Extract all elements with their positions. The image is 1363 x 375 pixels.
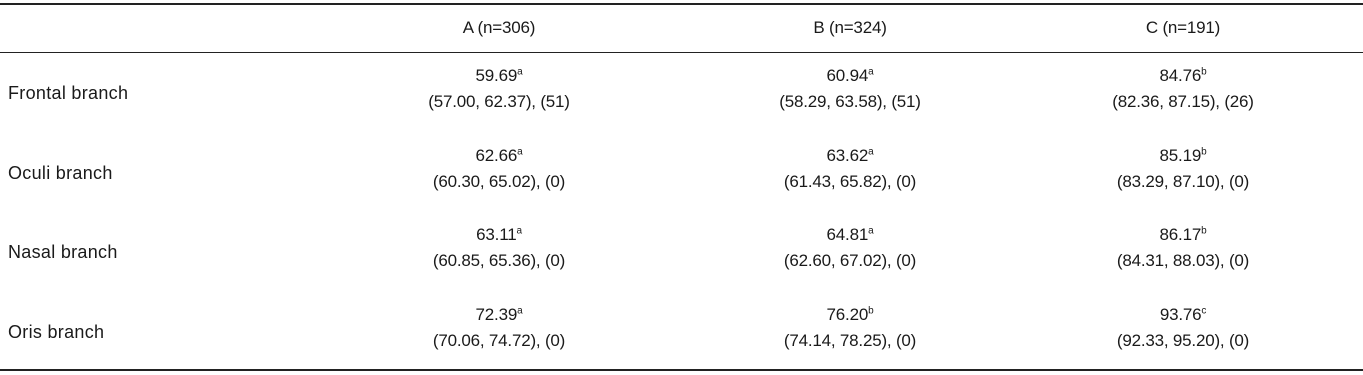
cell-ci: (82.36, 87.15), (26): [1112, 92, 1254, 111]
cell-ci: (84.31, 88.03), (0): [1116, 251, 1250, 270]
cell-superscript: a: [517, 66, 523, 78]
table-cell: [1023, 302, 1343, 354]
cell-mean: 62.66: [475, 146, 518, 165]
cell-ci: (58.29, 63.58), (51): [779, 92, 921, 111]
cell-mean: 76.20: [826, 305, 869, 324]
table-cell: [690, 143, 1010, 195]
table-cell: [690, 222, 1010, 274]
cell-ci: (60.30, 65.02), (0): [432, 172, 566, 191]
table-top-rule: [0, 3, 1363, 5]
cell-ci: (61.43, 65.82), (0): [783, 172, 917, 191]
cell-mean: 85.19: [1159, 146, 1202, 165]
cell-superscript: a: [517, 305, 523, 317]
table-cell: [1023, 222, 1343, 274]
table-cell: [1023, 63, 1343, 115]
column-header-a: A (n=306): [462, 18, 536, 37]
table-cell: [339, 222, 659, 274]
cell-superscript: a: [868, 225, 874, 237]
cell-mean: 64.81: [826, 225, 869, 244]
cell-mean: 60.94: [826, 66, 869, 85]
row-label-oculi: Oculi branch: [8, 163, 113, 183]
cell-mean: 93.76: [1159, 305, 1202, 324]
cell-ci: (74.14, 78.25), (0): [783, 331, 917, 350]
cell-mean: 63.62: [826, 146, 869, 165]
table-cell: [690, 302, 1010, 354]
table-bottom-rule: [0, 369, 1363, 371]
cell-mean: 84.76: [1159, 66, 1202, 85]
table-cell: [1023, 143, 1343, 195]
cell-superscript: a: [868, 146, 874, 158]
column-header-c: C (n=191): [1145, 18, 1221, 37]
cell-superscript: b: [1201, 225, 1207, 237]
cell-mean: 59.69: [475, 66, 518, 85]
column-header-b: B (n=324): [813, 18, 887, 37]
table-cell: [339, 63, 659, 115]
row-label-frontal: Frontal branch: [8, 83, 129, 103]
cell-ci: (60.85, 65.36), (0): [432, 251, 566, 270]
cell-mean: 86.17: [1159, 225, 1202, 244]
cell-superscript: a: [517, 146, 523, 158]
table-header-rule: [0, 52, 1363, 53]
row-label-nasal: Nasal branch: [8, 242, 118, 262]
table-cell: [690, 63, 1010, 115]
cell-superscript: b: [1201, 66, 1207, 78]
cell-superscript: b: [868, 305, 874, 317]
cell-superscript: a: [868, 66, 874, 78]
cell-superscript: c: [1201, 305, 1207, 317]
cell-mean: 72.39: [475, 305, 518, 324]
cell-ci: (57.00, 62.37), (51): [428, 92, 570, 111]
cell-superscript: a: [516, 225, 522, 237]
cell-ci: (70.06, 74.72), (0): [432, 331, 566, 350]
table-cell: [339, 302, 659, 354]
table-cell: [339, 143, 659, 195]
cell-superscript: b: [1201, 146, 1207, 158]
row-label-oris: Oris branch: [8, 322, 105, 342]
cell-ci: (92.33, 95.20), (0): [1116, 331, 1250, 350]
cell-ci: (83.29, 87.10), (0): [1116, 172, 1250, 191]
cell-mean: 63.11: [476, 225, 517, 244]
cell-ci: (62.60, 67.02), (0): [783, 251, 917, 270]
